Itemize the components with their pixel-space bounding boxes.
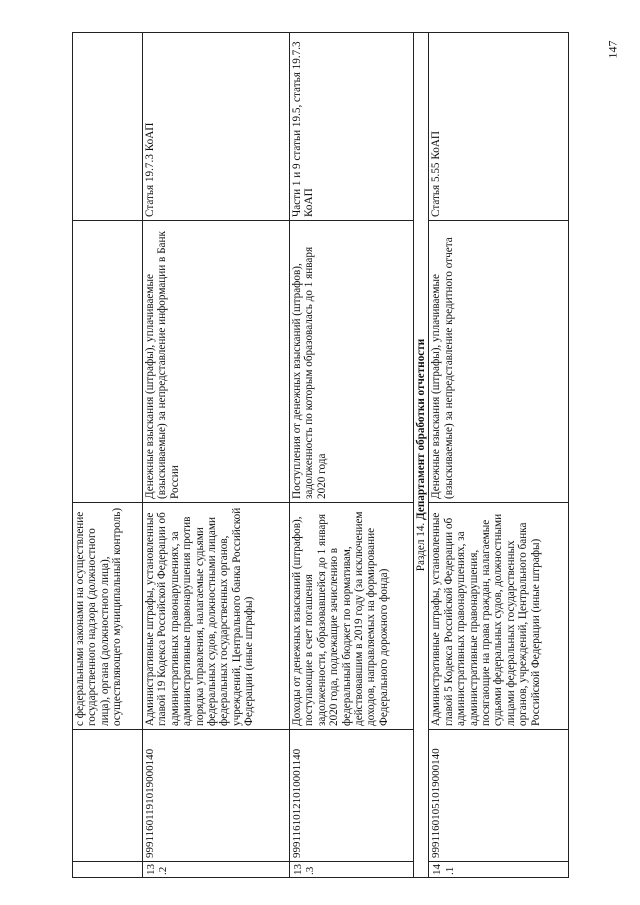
revenue-name: с федеральными законами на осуществление государственного надзора (должностного лица), органа (должностного лица), осуществляющего муниципальный контроль) <box>73 503 143 730</box>
legal-basis <box>73 33 143 221</box>
budget-code: 99911601051019000140 <box>429 730 569 862</box>
table-row <box>429 33 569 878</box>
revenue-description: Денежные взыскания (штрафы), уплачиваемые (взыскиваемые) за непредставление кредитного отчета <box>429 221 569 503</box>
section-header-row <box>414 33 429 878</box>
page-number: 147 <box>605 40 620 59</box>
section-header <box>414 33 429 878</box>
row-number: 13.2 <box>143 862 290 878</box>
table-row-continuation <box>73 33 143 878</box>
revenue-description: Поступления от денежных взысканий (штрафов), задолженность по которым образовалась до 1 января 2020 года <box>290 221 414 503</box>
table-row <box>143 33 290 878</box>
row-number: 14.1 <box>429 862 569 878</box>
table-row <box>290 33 414 878</box>
revenue-description <box>73 221 143 503</box>
legal-basis: Статья 5.55 КоАП <box>429 33 569 221</box>
revenue-codes-table <box>72 32 569 878</box>
row-number <box>73 862 143 878</box>
section-title: Департамент обработки отчетности <box>415 338 427 520</box>
legal-basis: Части 1 и 9 статьи 19.5, статья 19.7.3 КоАП <box>290 33 414 221</box>
budget-code: 99911601191019000140 <box>143 730 290 862</box>
legal-basis: Статья 19.7.3 КоАП <box>143 33 290 221</box>
budget-code <box>73 730 143 862</box>
budget-code: 99911610121010001140 <box>290 730 414 862</box>
rotated-page-content <box>72 33 592 878</box>
revenue-description: Денежные взыскания (штрафы), уплачиваемые (взыскиваемые) за непредставление информации в Банк России <box>143 221 290 503</box>
row-number: 13.3 <box>290 862 414 878</box>
revenue-name: Административные штрафы, установленные главой 19 Кодекса Российской Федерации об административных правонарушениях, за административные правонарушения против порядка управления, налагаемые судьями федеральных судов, должностными лицами федеральных государственных органов, учреждений, Центрального банка Российской Федерации (иные штрафы) <box>143 503 290 730</box>
section-number: Раздел 14. <box>415 522 427 572</box>
revenue-name: Административные штрафы, установленные главой 5 Кодекса Российской Федерации об административных правонарушениях, за административные правонарушения, посягающие на права граждан, налагаемые судьями федеральных судов, должностными лицами федеральных государственных органов, учреждений, Центрального банка Российской Федерации (иные штрафы) <box>429 503 569 730</box>
revenue-name: Доходы от денежных взысканий (штрафов), поступающие в счет погашения задолженности, образовавшейся до 1 января 2020 года, подлежащие зачислению в федеральный бюджет по нормативам, действовавшим в 2019 году (за исключением доходов, направляемых на формирование Федерального дорожного фонда) <box>290 503 414 730</box>
